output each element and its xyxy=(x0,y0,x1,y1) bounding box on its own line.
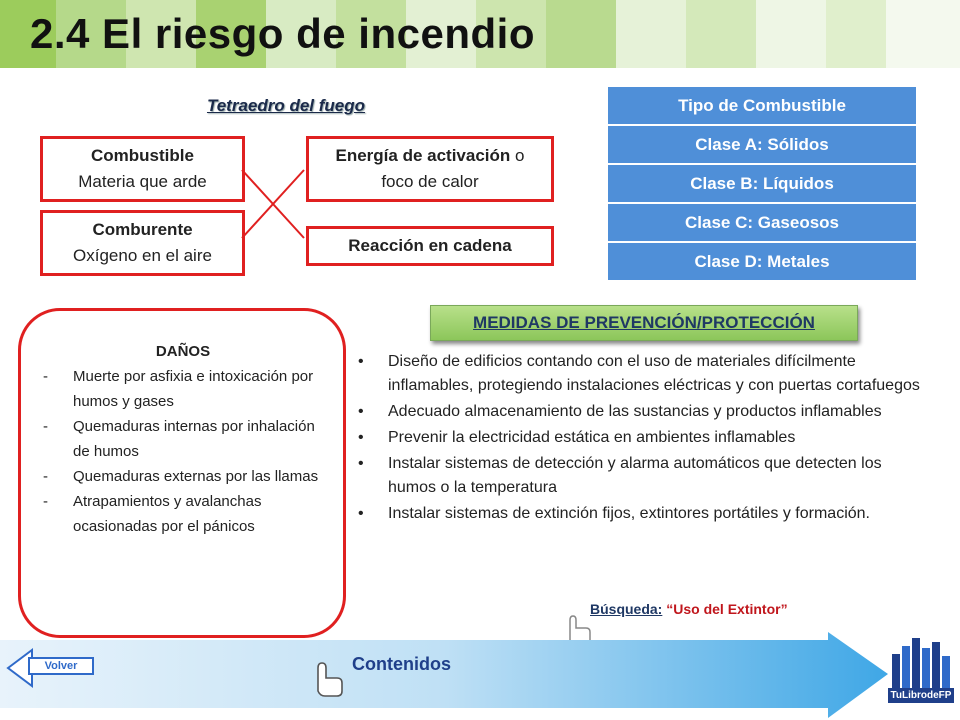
tetraedro-title: Tetraedro del fuego xyxy=(206,96,366,115)
energia-box xyxy=(306,136,554,202)
busqueda-label: Búsqueda: xyxy=(590,601,663,617)
medidas-title-badge: MEDIDAS DE PREVENCIÓN/PROTECCIÓN xyxy=(430,305,858,341)
danos-item-text: Quemaduras internas por inhalación de humos xyxy=(73,418,315,460)
dash-marker: - xyxy=(43,418,48,435)
page-title: 2.4 El riesgo de incendio xyxy=(30,10,535,57)
logo-books-icon xyxy=(888,636,954,716)
combustible-table-row: Clase C: Gaseosos xyxy=(608,204,916,241)
danos-item-text: Quemaduras externas por las llamas xyxy=(73,468,319,485)
volver-button[interactable]: Volver xyxy=(28,657,94,675)
hand-pointer-icon xyxy=(312,660,346,698)
comburente-desc: Oxígeno en el aire xyxy=(73,246,212,265)
contenidos-link[interactable]: Contenidos xyxy=(352,654,451,674)
reaccion-label: Reacción en cadena xyxy=(348,236,512,255)
combustible-desc: Materia que arde xyxy=(78,172,207,191)
list-item xyxy=(43,464,323,489)
combustible-table-row: Clase D: Metales xyxy=(608,243,916,280)
combustible-table-row: Clase B: Líquidos xyxy=(608,165,916,202)
header-block xyxy=(756,0,826,68)
medidas-list xyxy=(356,350,932,528)
footer-arrow-bar xyxy=(0,632,890,720)
energia-desc: foco de calor xyxy=(381,172,479,191)
list-item xyxy=(356,400,932,424)
list-item xyxy=(356,502,932,526)
logo-text: TuLibrodeFP xyxy=(888,688,954,703)
combustible-label: Combustible xyxy=(91,146,194,165)
header-block xyxy=(686,0,756,68)
list-item xyxy=(356,426,932,450)
medidas-item-text: Instalar sistemas de detección y alarma automáticos que detecten los humos o la temperatura xyxy=(388,455,882,496)
danos-title: DAÑOS xyxy=(155,343,211,360)
danos-panel xyxy=(18,308,346,638)
busqueda-link[interactable] xyxy=(590,601,788,617)
medidas-item-text: Instalar sistemas de extinción fijos, extintores portátiles y formación. xyxy=(388,505,870,522)
combustible-table-header: Tipo de Combustible xyxy=(608,87,916,124)
danos-list xyxy=(43,364,323,539)
list-item xyxy=(43,489,323,539)
medidas-item-text: Diseño de edificios contando con el uso de materiales difícilmente inflamables, protegiendo instalaciones eléctricas y con puertas cortafuegos xyxy=(388,353,920,394)
dash-marker: - xyxy=(43,468,48,485)
list-item xyxy=(43,364,323,414)
header-block xyxy=(826,0,886,68)
energia-suffix: o xyxy=(510,146,525,165)
bullet-marker: • xyxy=(358,403,364,420)
bullet-marker: • xyxy=(358,505,364,522)
danos-item-text: Muerte por asfixia e intoxicación por humos y gases xyxy=(73,368,314,410)
medidas-item-text: Prevenir la electricidad estática en ambientes inflamables xyxy=(388,429,796,446)
medidas-item-text: Adecuado almacenamiento de las sustancias y productos inflamables xyxy=(388,403,882,420)
dash-marker: - xyxy=(43,493,48,510)
reaccion-box xyxy=(306,226,554,266)
logo-books-graphic xyxy=(888,636,954,688)
tetraedro-connector-lines xyxy=(240,168,306,240)
list-item xyxy=(43,414,323,464)
header-block xyxy=(546,0,616,68)
energia-label: Energía de activación xyxy=(335,146,511,165)
bullet-marker: • xyxy=(358,429,364,446)
comburente-label: Comburente xyxy=(92,220,193,239)
header-block xyxy=(886,0,960,68)
combustible-table-row: Clase A: Sólidos xyxy=(608,126,916,163)
busqueda-text: “Uso del Extintor” xyxy=(662,601,788,617)
bullet-marker: • xyxy=(358,353,364,370)
combustible-box xyxy=(40,136,245,202)
danos-item-text: Atrapamientos y avalanchas ocasionadas por el pánicos xyxy=(73,493,262,535)
list-item xyxy=(356,452,932,500)
list-item xyxy=(356,350,932,398)
header-block xyxy=(616,0,686,68)
dash-marker: - xyxy=(43,368,48,385)
comburente-box xyxy=(40,210,245,276)
bullet-marker: • xyxy=(358,455,364,472)
